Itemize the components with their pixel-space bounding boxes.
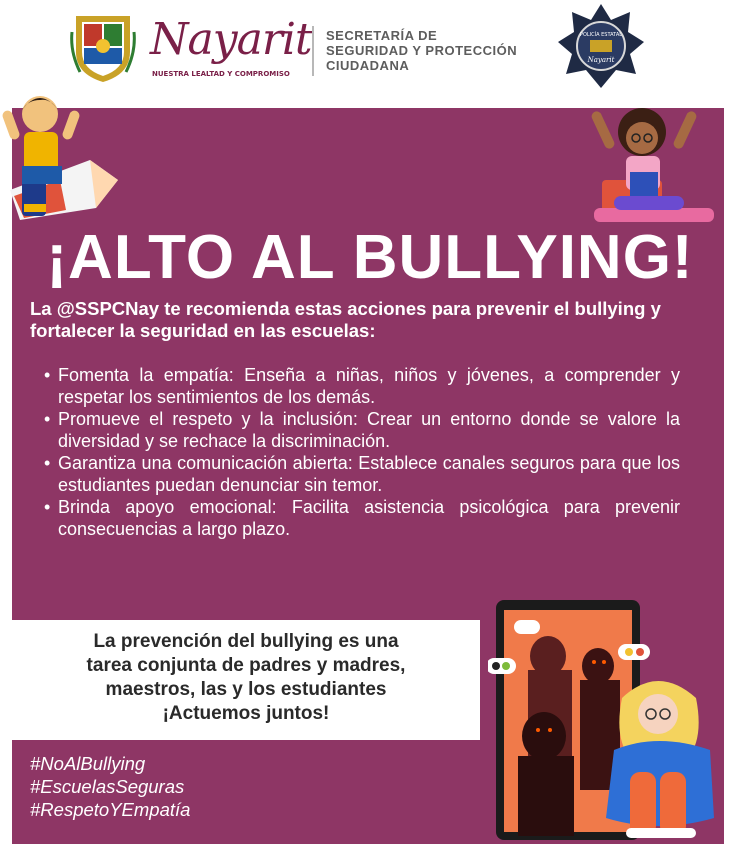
svg-text:Nayarit: Nayarit [587, 56, 615, 64]
boy-on-pencil-rocket-icon [0, 80, 126, 230]
page-title: ¡ALTO AL BULLYING! [46, 223, 694, 292]
department-line: CIUDADANA [326, 58, 410, 73]
actions-list [44, 364, 680, 540]
list-item: • Fomenta la empatía: Enseña a niñas, niños y jóvenes, a comprender y respetar los sentimientos de los demás. [44, 364, 680, 408]
hashtags [30, 752, 330, 821]
list-item: • Garantiza una comunicación abierta: Establece canales seguros para que los estudiantes puedan denunciar sin temor. [44, 452, 680, 496]
girl-reading-icon [584, 96, 724, 232]
department-line: SECRETARÍA DE [326, 28, 438, 43]
state-shield-icon [70, 12, 136, 84]
brand-name: Nayarit [150, 14, 312, 65]
hashtag: #NoAlBullying [30, 753, 146, 774]
brand-logo [150, 14, 310, 84]
police-badge-icon [556, 2, 646, 92]
header-divider [312, 26, 314, 76]
call-to-action: ¡Actuemos juntos! [162, 703, 330, 724]
svg-text:POLICÍA ESTATAL: POLICÍA ESTATAL [579, 32, 623, 38]
note-line: La prevención del bullying es una [93, 631, 399, 652]
department-line: SEGURIDAD Y PROTECCIÓN [326, 43, 518, 58]
note-line: maestros, las y los estudiantes [105, 679, 387, 700]
note-line: tarea conjunta de padres y madres, [86, 655, 406, 676]
list-item: • Brinda apoyo emocional: Facilita asistencia psicológica para prevenir consecuencias a largo plazo. [44, 496, 680, 540]
prevention-note [12, 620, 480, 740]
department-name [326, 28, 517, 73]
hashtag: #RespetoYEmpatía [30, 799, 191, 820]
intro-text: La @SSPCNay te recomienda estas acciones para prevenir el bullying y fortalecer la seguridad en las escuelas: [30, 298, 661, 341]
list-item: • Promueve el respeto y la inclusión: Crear un entorno donde se valore la diversidad y se rechace la discriminación. [44, 408, 680, 452]
sad-girl-icon [596, 668, 728, 844]
note-text [12, 630, 480, 726]
brand-motto: NUESTRA LEALTAD Y COMPROMISO [152, 70, 290, 78]
hashtag: #EscuelasSeguras [30, 776, 185, 797]
